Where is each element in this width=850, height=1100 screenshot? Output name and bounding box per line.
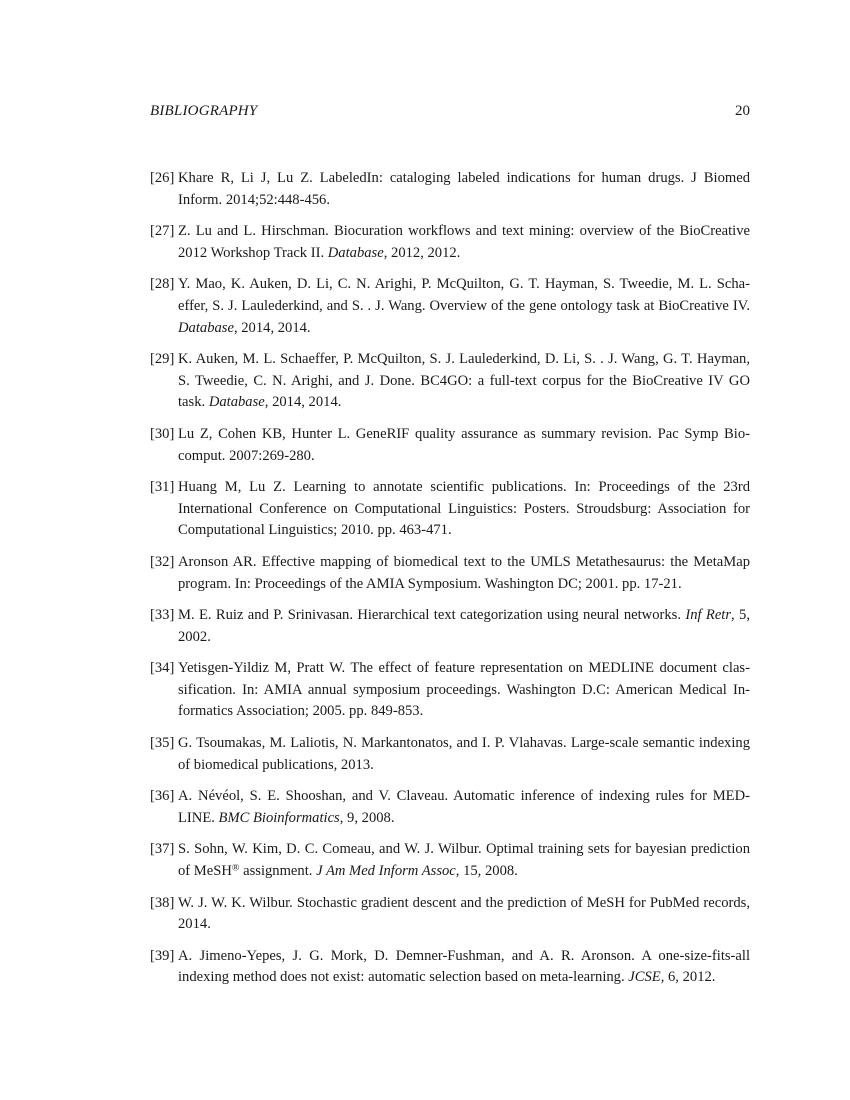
reference-segment-italic: Database (208, 394, 265, 411)
reference-label: [38] (150, 894, 175, 911)
reference-label: [30] (150, 425, 175, 442)
reference-item (150, 733, 750, 776)
reference-item (150, 349, 750, 414)
reference-segment-normal: , 6, 2012. (660, 969, 716, 986)
reference-text (178, 948, 750, 986)
reference-text (178, 607, 750, 645)
reference-text (178, 895, 750, 933)
reference-label: [31] (150, 479, 175, 496)
reference-item (150, 839, 750, 882)
reference-segment-italic: Database (327, 244, 384, 261)
reference-text (178, 479, 750, 538)
reference-label: [27] (150, 223, 175, 240)
reference-item (150, 658, 750, 723)
reference-segment-italic: JCSE (628, 969, 661, 986)
reference-label: [33] (150, 607, 175, 624)
reference-segment-normal: G. Tsoumakas, M. Laliotis, N. Markantonatos, and I. P. Vlahavas. Large-scale semantic indexing of biomedical publications, 2013. (178, 735, 750, 773)
reference-segment-italic: Inf Retr (685, 607, 732, 624)
reference-list (150, 168, 750, 989)
reference-segment-normal: Huang M, Lu Z. Learning to annotate scientific publications. In: Proceedings of the 23rd International Conference on Computational Linguistics: Posters. Stroudsburg: Association for Computational Linguistics; 2010. pp. 463-471. (178, 479, 750, 539)
reference-segment-normal: K. Auken, M. L. Schaeffer, P. McQuilton, S. J. Laulederkind, D. Li, S. . J. Wang, G. T. Hayman, S. Tweedie, C. N. Arighi, and J. Done. BC4GO: a full-text corpus for the BioCreative IV GO task. (178, 351, 750, 411)
reference-item (150, 893, 750, 936)
reference-segment-normal: Yetisgen-Yildiz M, Pratt W. The effect of feature representation on MEDLINE document classification. In: AMIA annual symposium proceedings. Washington D.C: American Medical Informatics Association; 2005. pp. 849-853. (178, 660, 750, 720)
reference-item (150, 424, 750, 467)
reference-segment-italic: Database (178, 319, 234, 336)
reference-segment-normal: S. Sohn, W. Kim, D. C. Comeau, and W. J. Wilbur. Optimal training sets for bayesian prediction of MeSH (178, 841, 750, 880)
reference-label: [29] (150, 351, 175, 368)
reference-label: [37] (150, 841, 175, 858)
reference-label: [35] (150, 735, 175, 752)
reference-label: [32] (150, 553, 175, 570)
reference-segment-normal: , 2012, 2012. (383, 244, 461, 261)
reference-label: [26] (150, 170, 175, 186)
reference-item (150, 786, 750, 829)
reference-item (150, 605, 750, 648)
reference-text (178, 554, 750, 592)
reference-segment-italic: J Am Med Inform Assoc (316, 863, 456, 880)
reference-segment-normal: Lu Z, Cohen KB, Hunter L. GeneRIF quality assurance as summary revision. Pac Symp Biocomput. 2007:269-280. (178, 425, 750, 464)
reference-text (178, 735, 750, 773)
reference-text (178, 351, 750, 410)
reference-segment-normal: , 15, 2008. (455, 863, 518, 880)
page-number: 20 (735, 103, 750, 119)
reference-segment-normal: A. Jimeno-Yepes, J. G. Mork, D. Demner-Fushman, and A. R. Aronson. A one-size-fits-all indexing method does not exist: automatic selection based on meta-learning. (178, 947, 750, 986)
reference-segment-normal: assignment. (239, 863, 317, 880)
reference-text (178, 223, 750, 261)
reference-text (178, 788, 750, 826)
reference-item (150, 274, 750, 339)
page-content (150, 103, 750, 999)
reference-segment-normal: W. J. W. K. Wilbur. Stochastic gradient descent and the prediction of MeSH for PubMed records, 2014. (178, 894, 750, 933)
reference-item (150, 477, 750, 542)
reference-text (178, 660, 750, 719)
reference-segment-normal: A. Névéol, S. E. Shooshan, and V. Claveau. Automatic inference of indexing rules for MEDLINE. (178, 788, 750, 826)
reference-item (150, 221, 750, 264)
reference-text (178, 426, 750, 464)
reference-segment-normal: Z. Lu and L. Hirschman. Biocuration workflows and text mining: overview of the BioCreative 2012 Workshop Track II. (178, 223, 750, 261)
reference-label: [34] (150, 660, 175, 677)
reference-segment-normal: , 2014, 2014. (233, 319, 311, 336)
reference-item (150, 946, 750, 989)
reference-segment-normal: M. E. Ruiz and P. Srinivasan. Hierarchical text categorization using neural networks. (178, 607, 686, 624)
reference-item (150, 552, 750, 595)
reference-segment-sup: ® (231, 862, 240, 874)
reference-segment-normal: , 9, 2008. (339, 809, 395, 826)
reference-segment-normal: , 2014, 2014. (264, 394, 342, 411)
reference-segment-italic: BMC Bioinformatics (218, 809, 340, 826)
reference-segment-normal: Khare R, Li J, Lu Z. LabeledIn: cataloging labeled indications for human drugs. J Biomed Inform. 2014;52:448-456. (178, 170, 750, 208)
reference-label: [36] (150, 788, 175, 805)
reference-segment-normal: , 5, 2002. (178, 607, 750, 645)
reference-segment-normal: Y. Mao, K. Auken, D. Li, C. N. Arighi, P. McQuilton, G. T. Hayman, S. Tweedie, M. L. Schaeffer, S. J. Laulederkind, and S. . J. Wang. Overview of the gene ontology task at BioCreative IV. (178, 276, 750, 314)
reference-text (178, 276, 750, 335)
reference-label: [39] (150, 947, 175, 964)
reference-item (150, 168, 750, 211)
reference-segment-normal: Aronson AR. Effective mapping of biomedical text to the UMLS Metathesaurus: the MetaMap program. In: Proceedings of the AMIA Symposium. Washington DC; 2001. pp. 17-21. (178, 553, 750, 592)
reference-text (178, 170, 750, 208)
reference-text (178, 841, 750, 879)
reference-label: [28] (150, 276, 175, 293)
running-title: BIBLIOGRAPHY (150, 103, 258, 119)
page-header (150, 103, 750, 120)
